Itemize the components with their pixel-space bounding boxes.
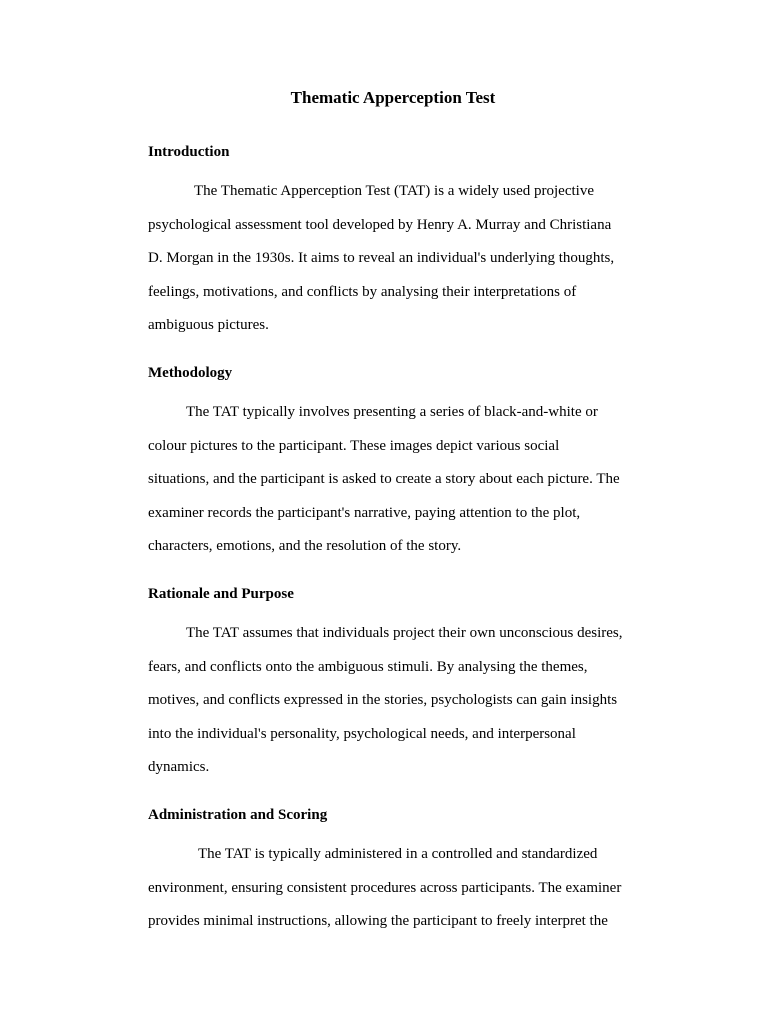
section-rationale-and-purpose	[148, 585, 648, 785]
section-heading: Rationale and Purpose	[148, 586, 294, 602]
paragraph-line: The TAT typically involves presenting a series of black-and-white or	[186, 404, 598, 420]
paragraph-line: fears, and conflicts onto the ambiguous stimuli. By analysing the themes,	[148, 658, 588, 675]
paragraph-line: The TAT assumes that individuals project their own unconscious desires,	[186, 625, 623, 641]
paragraph-line: feelings, motivations, and conflicts by analysing their interpretations of	[148, 283, 577, 300]
document-title: Thematic Apperception Test	[290, 88, 496, 107]
paragraph-line: situations, and the participant is asked to create a story about each picture. The	[148, 471, 620, 488]
paragraph-line: examiner records the participant's narrative, paying attention to the plot,	[148, 504, 581, 521]
paragraph-line: characters, emotions, and the resolution of the story.	[148, 538, 462, 555]
section-paragraph	[148, 617, 648, 785]
section-introduction	[148, 143, 648, 343]
section-heading: Introduction	[148, 144, 230, 160]
section-administration-and-scoring	[148, 806, 648, 939]
paragraph-line: dynamics.	[148, 759, 210, 776]
paragraph-line: environment, ensuring consistent procedures across participants. The examiner	[148, 879, 622, 896]
paragraph-line: The Thematic Apperception Test (TAT) is a widely used projective	[194, 183, 594, 199]
section-paragraph	[148, 838, 648, 939]
section-heading: Administration and Scoring	[148, 807, 328, 823]
paragraph-line: provides minimal instructions, allowing the participant to freely interpret the	[148, 913, 608, 930]
paragraph-line: ambiguous pictures.	[148, 317, 269, 334]
paragraph-line: motives, and conflicts expressed in the stories, psychologists can gain insights	[148, 692, 618, 709]
section-heading: Methodology	[148, 365, 233, 381]
paragraph-line: D. Morgan in the 1930s. It aims to reveal an individual's underlying thoughts,	[148, 250, 615, 267]
paragraph-line: psychological assessment tool developed by Henry A. Murray and Christiana	[148, 216, 612, 233]
section-paragraph	[148, 396, 648, 564]
section-paragraph	[148, 175, 648, 343]
paragraph-line: The TAT is typically administered in a controlled and standardized	[198, 846, 598, 862]
paragraph-line: into the individual's personality, psychological needs, and interpersonal	[148, 725, 576, 742]
paragraph-line: colour pictures to the participant. These images depict various social	[148, 437, 560, 454]
section-methodology	[148, 364, 648, 564]
